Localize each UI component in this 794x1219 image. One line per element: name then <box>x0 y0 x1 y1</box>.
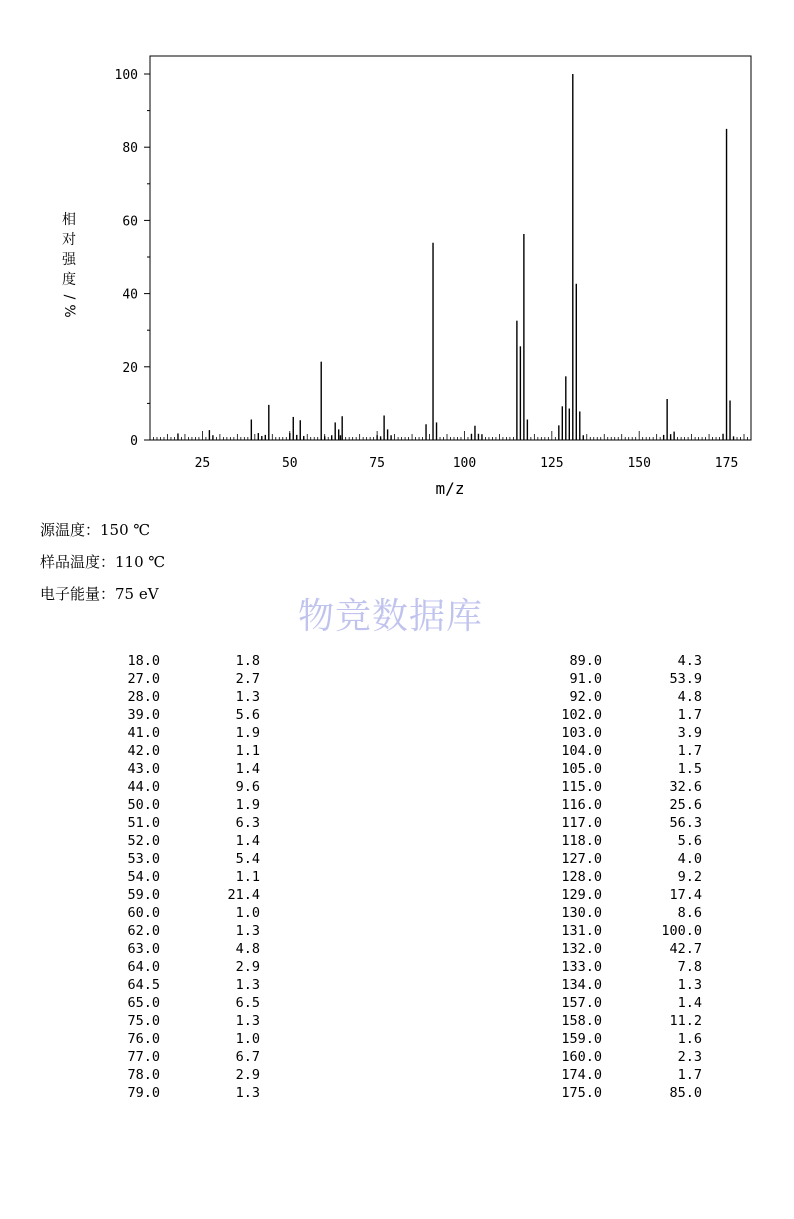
peak-mz: 44.0 <box>127 779 160 795</box>
peak-table-row <box>540 886 702 904</box>
peak-mz: 79.0 <box>127 1085 160 1101</box>
peak-table-row <box>540 976 702 994</box>
y-tick-label: 60 <box>122 214 138 230</box>
peak-mz: 130.0 <box>561 905 602 921</box>
x-axis-label: m/z <box>435 479 465 498</box>
peak-mz: 134.0 <box>561 977 602 993</box>
peak-abundance: 1.5 <box>677 761 702 777</box>
peak-table-row <box>540 796 702 814</box>
peak-mz: 132.0 <box>561 941 602 957</box>
peak-table-row <box>100 886 260 904</box>
x-tick-label: 150 <box>627 456 651 471</box>
peak-mz: 104.0 <box>561 743 602 759</box>
peak-abundance: 1.7 <box>677 743 702 759</box>
peak-abundance: 1.8 <box>235 653 260 669</box>
peak-table-row <box>100 1066 260 1084</box>
peak-abundance: 6.7 <box>235 1049 260 1065</box>
peak-mz: 175.0 <box>561 1085 602 1101</box>
peak-mz: 41.0 <box>127 725 160 741</box>
peak-abundance: 1.6 <box>677 1031 702 1047</box>
peak-mz: 62.0 <box>127 923 160 939</box>
peak-mz: 91.0 <box>569 671 602 687</box>
y-tick-label: 0 <box>130 434 138 449</box>
peak-mz: 53.0 <box>127 851 160 867</box>
y-axis-label <box>58 210 80 318</box>
peak-table-row <box>540 814 702 832</box>
peak-table-row <box>540 940 702 958</box>
peak-abundance: 6.3 <box>235 815 260 831</box>
peak-mz: 128.0 <box>561 869 602 885</box>
peak-mz: 118.0 <box>561 833 602 849</box>
peak-table-row <box>100 1084 260 1102</box>
peak-abundance: 1.9 <box>235 725 260 741</box>
y-axis-label-char: 对 <box>62 232 76 248</box>
peak-table-row <box>540 958 702 976</box>
peak-table-row <box>540 724 702 742</box>
peak-table-row <box>540 922 702 940</box>
peak-abundance: 56.3 <box>669 815 702 831</box>
peak-abundance: 2.3 <box>677 1049 702 1065</box>
peak-abundance: 1.3 <box>235 1013 260 1029</box>
peak-mz: 63.0 <box>127 941 160 957</box>
peak-abundance: 1.7 <box>677 707 702 723</box>
peak-table-row <box>100 832 260 850</box>
peak-table-row <box>540 994 702 1012</box>
sample-temperature: 样品温度：110 ℃ <box>40 553 166 571</box>
peak-mz: 64.5 <box>127 977 160 993</box>
peak-abundance: 4.0 <box>677 851 702 867</box>
x-tick-label: 75 <box>369 456 385 471</box>
peak-abundance: 25.6 <box>669 797 702 813</box>
peak-table-row <box>100 850 260 868</box>
y-axis-label-char: 强 <box>62 252 76 268</box>
peak-mz: 92.0 <box>569 689 602 705</box>
peak-mz: 160.0 <box>561 1049 602 1065</box>
peak-table-row <box>540 868 702 886</box>
mass-spectrum-chart <box>0 0 794 510</box>
peak-table-row <box>100 760 260 778</box>
peak-mz: 54.0 <box>127 869 160 885</box>
y-axis-label-char: % <box>61 304 77 318</box>
peak-mz: 117.0 <box>561 815 602 831</box>
peak-abundance: 1.3 <box>677 977 702 993</box>
peak-table-row <box>540 832 702 850</box>
peak-abundance: 4.8 <box>677 689 702 705</box>
y-tick-label: 20 <box>122 360 138 376</box>
x-tick-label: 175 <box>714 456 739 471</box>
peak-table-row <box>100 724 260 742</box>
peak-abundance: 1.1 <box>235 869 260 885</box>
peak-table-row <box>540 778 702 796</box>
peak-mz: 28.0 <box>127 689 160 705</box>
peak-abundance: 85.0 <box>669 1085 702 1101</box>
peak-table-row <box>540 1012 702 1030</box>
peak-table-row <box>100 958 260 976</box>
peak-mz: 42.0 <box>127 743 160 759</box>
peak-mz: 51.0 <box>127 815 160 831</box>
peak-mz: 129.0 <box>561 887 602 903</box>
peak-abundance: 1.4 <box>677 995 702 1011</box>
peak-mz: 158.0 <box>561 1013 602 1029</box>
peak-abundance: 21.4 <box>227 887 260 903</box>
peak-abundance: 8.6 <box>677 905 702 921</box>
peak-table-row <box>100 940 260 958</box>
peak-table-row <box>540 1066 702 1084</box>
peak-table-row <box>540 850 702 868</box>
peak-abundance: 1.1 <box>235 743 260 759</box>
peak-mz: 174.0 <box>561 1067 602 1083</box>
peak-mz: 76.0 <box>127 1031 160 1047</box>
peak-abundance: 17.4 <box>669 887 702 903</box>
peak-mz: 133.0 <box>561 959 602 975</box>
x-tick-label: 100 <box>452 456 477 471</box>
peak-abundance: 1.4 <box>235 833 260 849</box>
peak-table-row <box>100 868 260 886</box>
peak-abundance: 5.4 <box>235 851 260 867</box>
peak-mz: 159.0 <box>561 1031 602 1047</box>
peak-bars <box>178 74 734 440</box>
peak-table-row <box>540 904 702 922</box>
peak-table-row <box>100 922 260 940</box>
peak-table-row <box>100 706 260 724</box>
peak-abundance: 1.3 <box>235 977 260 993</box>
peak-abundance: 5.6 <box>677 833 702 849</box>
watermark: 物竞数据库 <box>298 596 484 637</box>
peak-table-row <box>100 688 260 706</box>
peak-table-row <box>540 688 702 706</box>
peak-mz: 103.0 <box>561 725 602 741</box>
peak-mz: 64.0 <box>127 959 160 975</box>
y-axis-label-char: / <box>61 294 77 300</box>
peak-abundance: 3.9 <box>677 725 702 741</box>
peak-abundance: 4.3 <box>677 653 702 669</box>
peak-table-row <box>100 814 260 832</box>
peak-mz: 52.0 <box>127 833 160 849</box>
peak-table-right <box>540 652 702 1102</box>
peak-mz: 89.0 <box>569 653 602 669</box>
x-tick-label: 50 <box>281 456 298 471</box>
peak-mz: 157.0 <box>561 995 602 1011</box>
peak-abundance: 2.7 <box>235 671 260 687</box>
peak-table-row <box>100 976 260 994</box>
peak-abundance: 42.7 <box>669 941 702 957</box>
peak-mz: 27.0 <box>127 671 160 687</box>
peak-table-row <box>540 706 702 724</box>
peak-table-row <box>100 742 260 760</box>
peak-mz: 78.0 <box>127 1067 160 1083</box>
peak-mz: 60.0 <box>127 905 160 921</box>
y-axis-label-char: 度 <box>62 272 76 288</box>
peak-table-left <box>100 652 260 1102</box>
peak-table-row <box>100 994 260 1012</box>
peak-abundance: 2.9 <box>235 1067 260 1083</box>
peak-mz: 105.0 <box>561 761 602 777</box>
peak-mz: 43.0 <box>127 761 160 777</box>
peak-abundance: 1.9 <box>235 797 260 813</box>
peak-mz: 131.0 <box>561 923 602 939</box>
peak-abundance: 100.0 <box>661 923 702 939</box>
x-tick-label: 125 <box>540 456 564 471</box>
peak-abundance: 1.4 <box>235 761 260 777</box>
peak-table-row <box>100 670 260 688</box>
peak-mz: 59.0 <box>127 887 160 903</box>
peak-abundance: 1.3 <box>235 1085 260 1101</box>
peak-table-row <box>100 796 260 814</box>
peak-abundance: 1.3 <box>235 689 260 705</box>
x-axis <box>150 431 751 471</box>
plot-frame <box>150 56 751 440</box>
peak-mz: 18.0 <box>127 653 160 669</box>
peak-mz: 50.0 <box>127 797 160 813</box>
peak-abundance: 1.7 <box>677 1067 702 1083</box>
peak-table-row <box>100 652 260 670</box>
x-tick-label: 25 <box>194 456 211 471</box>
electron-energy: 电子能量：75 eV <box>40 585 159 603</box>
peak-table-row <box>100 904 260 922</box>
peak-mz: 77.0 <box>127 1049 160 1065</box>
peak-mz: 75.0 <box>127 1013 160 1029</box>
peak-table-row <box>540 742 702 760</box>
peak-table-row <box>540 652 702 670</box>
peak-abundance: 53.9 <box>669 671 702 687</box>
y-axis-label-char: 相 <box>62 212 76 228</box>
peak-abundance: 6.5 <box>235 995 260 1011</box>
peak-mz: 39.0 <box>127 707 160 723</box>
peak-abundance: 1.0 <box>235 1031 260 1047</box>
peak-table-row <box>100 1012 260 1030</box>
peak-table-row <box>540 1048 702 1066</box>
peak-abundance: 32.6 <box>669 779 702 795</box>
peak-mz: 65.0 <box>127 995 160 1011</box>
peak-table-row <box>100 1030 260 1048</box>
peak-table-row <box>540 1030 702 1048</box>
peak-table-row <box>540 760 702 778</box>
y-tick-label: 80 <box>122 141 138 157</box>
peak-abundance: 11.2 <box>669 1013 702 1029</box>
peak-abundance: 2.9 <box>235 959 260 975</box>
peak-abundance: 9.2 <box>677 869 702 885</box>
peak-abundance: 5.6 <box>235 707 260 723</box>
peak-mz: 102.0 <box>561 707 602 723</box>
peak-mz: 127.0 <box>561 851 602 867</box>
peak-abundance: 1.0 <box>235 905 260 921</box>
peak-abundance: 9.6 <box>235 779 260 795</box>
peak-mz: 115.0 <box>561 779 602 795</box>
y-tick-label: 100 <box>114 68 138 83</box>
peak-table-row <box>540 670 702 688</box>
peak-abundance: 7.8 <box>677 959 702 975</box>
peak-table-row <box>100 778 260 796</box>
peak-mz: 116.0 <box>561 797 602 813</box>
y-axis <box>115 68 150 449</box>
peak-table-row <box>540 1084 702 1102</box>
source-temperature: 源温度：150 ℃ <box>40 521 151 539</box>
peak-abundance: 1.3 <box>235 923 260 939</box>
peak-table-row <box>100 1048 260 1066</box>
peak-abundance: 4.8 <box>235 941 260 957</box>
y-tick-label: 40 <box>122 287 138 303</box>
